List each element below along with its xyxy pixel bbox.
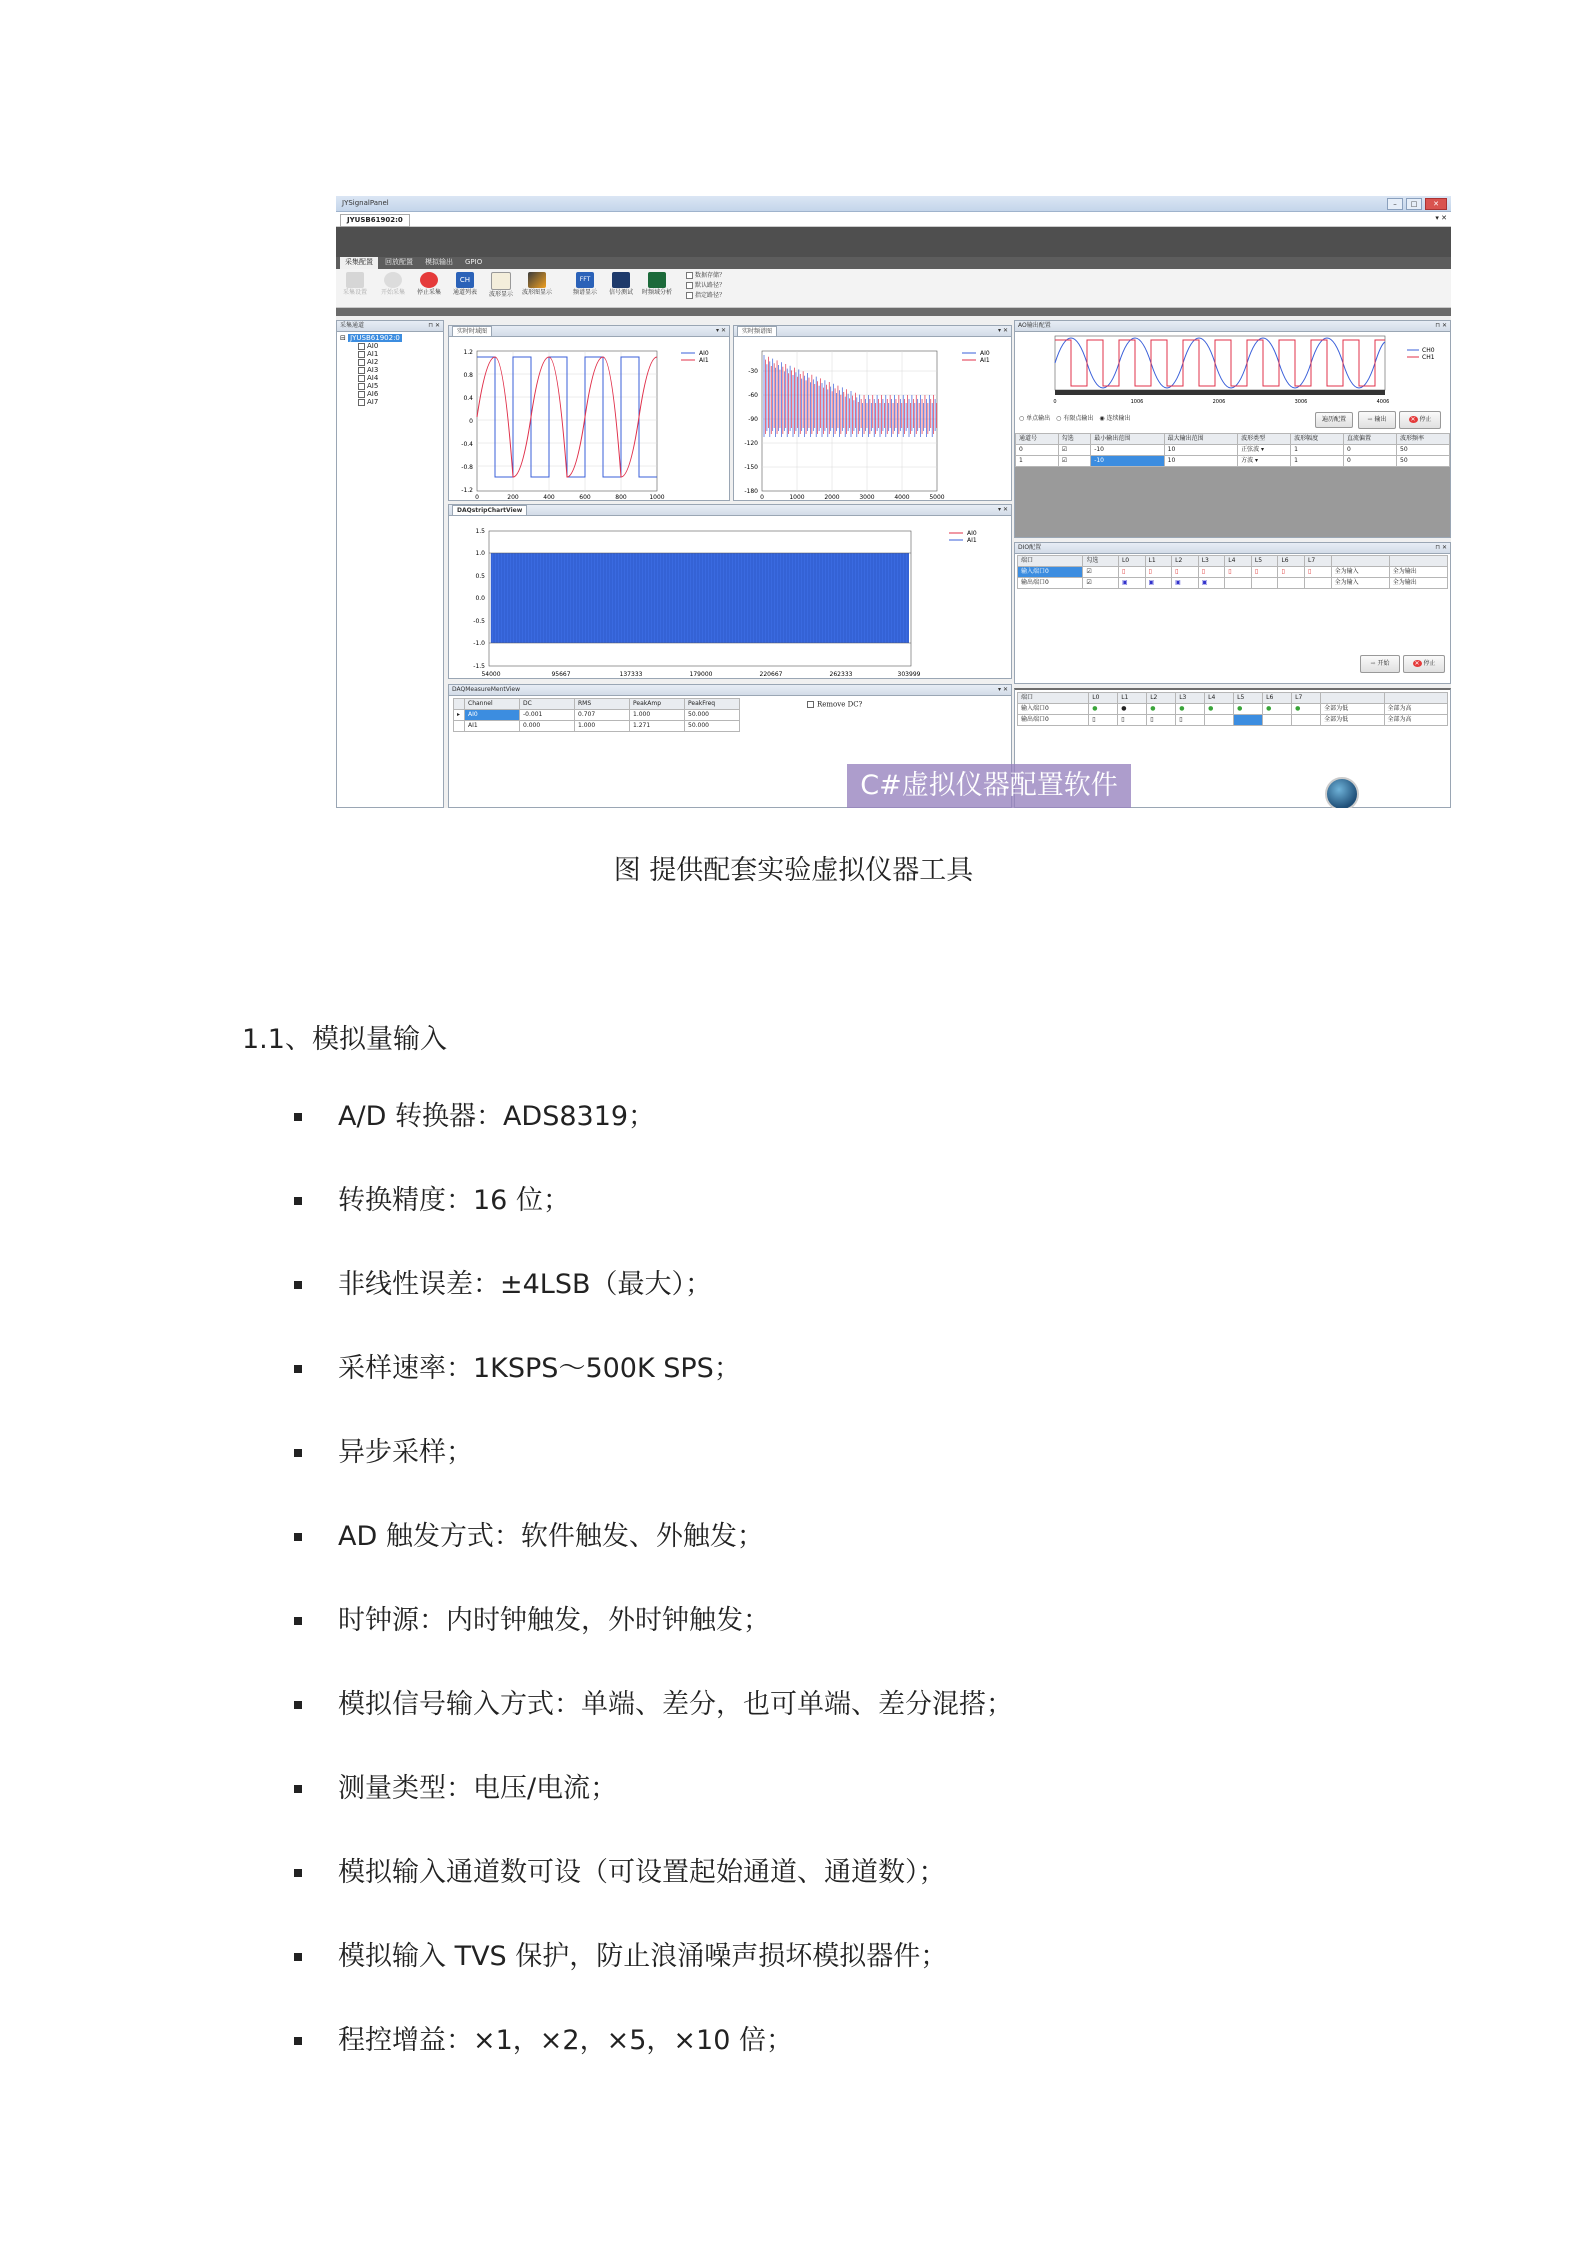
svg-text:AI1: AI1 [967, 537, 977, 544]
svg-text:1000: 1000 [649, 494, 665, 501]
remove-dc-checkbox[interactable]: Remove DC? [807, 701, 862, 709]
svg-text:0.8: 0.8 [463, 372, 473, 379]
table-row[interactable]: 输出端口0 ▯ ▯ ▯ ▯ 全部为低 全部为高 [1018, 715, 1448, 726]
strip-series-fill [491, 553, 909, 643]
ao-table-area [1015, 433, 1450, 537]
channel-tree [337, 332, 443, 408]
document-tab[interactable]: JYUSB61902:0 [340, 214, 410, 227]
svg-text:5000: 5000 [929, 494, 945, 501]
bullet-icon [294, 1785, 302, 1793]
bullet-icon [294, 1533, 302, 1541]
panel-title: DAQstripChartView [452, 505, 527, 515]
svg-text:0: 0 [475, 494, 479, 501]
document-tab-row [336, 212, 1451, 227]
ribbon-tabs [336, 257, 1451, 269]
dio-all-output-button[interactable]: 全为输出 [1389, 578, 1447, 589]
maximize-button[interactable]: □ [1406, 198, 1422, 210]
ao-output-button[interactable]: ➡ 输出 [1358, 411, 1396, 429]
svg-text:-180: -180 [744, 488, 758, 495]
waveform-select[interactable]: 方波 ▾ [1238, 456, 1291, 467]
svg-text:800: 800 [615, 494, 627, 501]
channel-icon: CH [456, 272, 474, 288]
list-item: 程控增益：×1，×2，×5，×10 倍； [286, 2020, 1013, 2104]
storage-options [686, 271, 725, 301]
panel-title: 采集通道 [340, 322, 365, 329]
svg-text:-60: -60 [748, 392, 758, 399]
close-window-button[interactable]: ✕ [1425, 198, 1447, 210]
ribbon-group-strip [336, 308, 1451, 316]
stop-acq-button[interactable]: 停止采集 [412, 272, 446, 296]
time-y-ticks [461, 349, 473, 494]
svg-text:4000: 4000 [894, 494, 910, 501]
bullet-icon [294, 1365, 302, 1373]
svg-text:-90: -90 [748, 416, 758, 423]
chart-icon [528, 272, 546, 288]
svg-text:220667: 220667 [759, 671, 783, 678]
svg-text:600: 600 [579, 494, 591, 501]
tree-item-ai6[interactable]: AI6 [340, 390, 440, 398]
ribbon-toolbar [336, 269, 1451, 308]
svg-text:-1.5: -1.5 [473, 663, 485, 670]
analysis-icon [648, 272, 666, 288]
strip-chart [449, 516, 1011, 679]
table-row[interactable]: 0 ☑ -10 10 正弦波 ▾ 1 0 50 [1016, 445, 1450, 456]
table-row[interactable]: 1 ☑ -10 10 方波 ▾ 1 0 50 [1016, 456, 1450, 467]
freq-x-ticks [760, 494, 945, 501]
svg-text:200: 200 [507, 494, 519, 501]
svg-text:303999: 303999 [897, 671, 921, 678]
stop-icon [420, 272, 438, 288]
dio-all-input-button[interactable]: 全为输入 [1331, 567, 1389, 578]
dio-all-high-button[interactable]: 全部为高 [1384, 704, 1447, 715]
dio-all-low-button[interactable]: 全部为低 [1321, 704, 1384, 715]
settings-icon [346, 272, 364, 288]
tab-gpio[interactable]: GPIO [465, 258, 483, 266]
custom-path-checkbox[interactable]: 指定路径？ [686, 291, 725, 301]
dio-start-button[interactable]: ➡ 开始 [1360, 655, 1400, 673]
panel-title: DIO配置 [1018, 544, 1042, 551]
ao-legend [1407, 347, 1435, 361]
freq-y-ticks [744, 368, 758, 495]
list-item: 测量类型：电压/电流； [286, 1768, 1013, 1852]
check-icon [384, 272, 402, 288]
tree-root[interactable]: ⊟ JYUSB61902:0 [340, 334, 400, 342]
panel-title: DAQMeasureMentView [452, 686, 520, 693]
table-row[interactable]: 输入端口0 ☑ ▯ ▯ ▯ ▯ ▯ ▯ ▯ ▯ 全为输入 全为输出 [1018, 567, 1448, 578]
svg-text:-0.4: -0.4 [461, 441, 473, 448]
table-row[interactable]: 输出端口0 ☑ ▣ ▣ ▣ ▣ 全为输入 全为输出 [1018, 578, 1448, 589]
svg-text:1006: 1006 [1130, 399, 1144, 405]
list-item: AD 触发方式：软件触发、外触发； [286, 1516, 1013, 1600]
output-mode-radios [1019, 416, 1131, 422]
section-title: 1.1、模拟量输入 [242, 1024, 447, 1055]
svg-text:95667: 95667 [551, 671, 571, 678]
ao-channel-table: 通道号 勾选 最小输出范围 最大输出范围 波形类型 波形幅度 直流偏置 波形频率 0 ☑ -10 10 正弦波 ▾ 1 0 50 1 ☑ -10 10 方波 ▾ 1 0 50 [1015, 433, 1450, 467]
list-item: A/D 转换器：ADS8319； [286, 1096, 1013, 1180]
svg-text:-30: -30 [748, 368, 758, 375]
bullet-icon [294, 1113, 302, 1121]
time-chart [449, 337, 729, 501]
signal-test-button[interactable]: 信号测试 [604, 272, 638, 296]
minimize-button[interactable]: – [1387, 198, 1403, 210]
waveform-icon [491, 272, 511, 290]
spec-list [286, 1096, 1013, 2104]
svg-text:0: 0 [760, 494, 764, 501]
time-chart-panel [448, 325, 730, 501]
svg-text:AI1: AI1 [699, 357, 709, 364]
figure-caption: 图 提供配套实验虚拟仪器工具 [613, 855, 974, 886]
svg-text:179000: 179000 [689, 671, 713, 678]
svg-text:1.2: 1.2 [463, 349, 473, 356]
spectrum-button[interactable]: FFT 频谱显示 [568, 272, 602, 296]
svg-text:AI0: AI0 [980, 350, 990, 357]
svg-text:2006: 2006 [1212, 399, 1226, 405]
svg-text:-0.5: -0.5 [473, 618, 485, 625]
time-legend [681, 350, 709, 364]
tab-playback[interactable]: 回放配置 [385, 258, 413, 266]
strip-y-ticks [473, 528, 485, 670]
dio-config-table: 端口 勾选 L0 L1 L2 L3 L4 L5 L6 L7 输入端口0 ☑ ▯ ▯ ▯ ▯ ▯ ▯ ▯ ▯ 全为输入 全为输出 输出端口0 ☑ ▣ ▣ ▣ ▣ 全为输入 全为输出 [1017, 555, 1448, 589]
bullet-icon [294, 2037, 302, 2045]
svg-text:0.5: 0.5 [475, 573, 485, 580]
svg-text:3000: 3000 [859, 494, 875, 501]
default-path-checkbox[interactable]: 默认路径？ [686, 281, 725, 291]
table-row[interactable]: AI1 0.000 1.000 1.271 50.000 [454, 721, 740, 732]
panel-title: 实时时域图 [452, 326, 492, 336]
data-store-checkbox[interactable]: 数据存储？ [686, 271, 725, 281]
svg-text:-1.2: -1.2 [461, 487, 473, 494]
svg-text:0: 0 [1053, 399, 1057, 405]
window-title: JYSignalPanel [342, 199, 389, 207]
list-item: 异步采样； [286, 1432, 1013, 1516]
bullet-icon [294, 1701, 302, 1709]
tree-item-ai0[interactable]: AI0 [340, 342, 440, 350]
list-item: 采样速率：1KSPS～500K SPS； [286, 1348, 1013, 1432]
list-item: 模拟输入 TVS 保护，防止浪涌噪声损坏模拟器件； [286, 1936, 1013, 2020]
tab-analog-output[interactable]: 模拟输出 [425, 258, 453, 266]
bullet-icon [294, 1449, 302, 1457]
dio-config-panel [1014, 542, 1451, 684]
panel-close-icon[interactable]: ⊓ ✕ [1435, 544, 1447, 551]
waveform-select[interactable]: 正弦波 ▾ [1238, 445, 1291, 456]
waveform-chart-button[interactable]: 波形图显示 [520, 272, 554, 296]
waveform-button[interactable]: 波形显示 [484, 272, 518, 298]
freq-chart [734, 337, 1011, 501]
freq-chart-panel [733, 325, 1012, 501]
svg-text:2000: 2000 [824, 494, 840, 501]
bullet-icon [294, 1953, 302, 1961]
svg-text:AI1: AI1 [980, 357, 990, 364]
tab-acquisition[interactable]: 采集配置 [340, 257, 378, 269]
panel-close-icon[interactable]: ▾ ✕ [998, 506, 1008, 513]
svg-text:AI0: AI0 [967, 530, 977, 537]
bullet-icon [294, 1197, 302, 1205]
time-freq-button[interactable]: 时频域分析 [640, 272, 674, 296]
globe-icon [1325, 777, 1359, 808]
bullet-icon [294, 1869, 302, 1877]
tree-item-ai3[interactable]: AI3 [340, 366, 440, 374]
svg-text:CH1: CH1 [1422, 354, 1435, 361]
list-item: 转换精度：16 位； [286, 1180, 1013, 1264]
svg-text:-1.0: -1.0 [473, 640, 485, 647]
svg-text:3006: 3006 [1294, 399, 1308, 405]
svg-text:-120: -120 [744, 440, 758, 447]
dio-all-low-button[interactable]: 全部为低 [1321, 715, 1384, 726]
acq-settings-button[interactable]: 采集设置 [338, 272, 372, 296]
svg-text:137333: 137333 [619, 671, 643, 678]
scope-icon [612, 272, 630, 288]
window-titlebar [336, 196, 1451, 212]
svg-text:262333: 262333 [829, 671, 853, 678]
bullet-icon [294, 1617, 302, 1625]
svg-text:1.0: 1.0 [475, 550, 485, 557]
doc-close-icon[interactable]: ▾ ✕ [1435, 214, 1447, 222]
panel-title: 实时频谱图 [737, 326, 777, 336]
svg-text:0: 0 [469, 418, 473, 425]
strip-x-ticks [481, 671, 920, 678]
pin-icon[interactable]: ⊓ ✕ [428, 322, 440, 329]
svg-text:0.4: 0.4 [463, 395, 473, 402]
list-item: 模拟信号输入方式：单端、差分，也可单端、差分混搭； [286, 1684, 1013, 1768]
measurement-table: Channel DC RMS PeakAmp PeakFreq ▸ AI0 -0.001 0.707 1.000 50.000 AI1 0.000 1.000 1.271 50.000 [453, 698, 740, 732]
table-row[interactable]: 输入端口0 ● ● ● ● ● ● ● ● 全部为低 全部为高 [1018, 704, 1448, 715]
freq-legend [962, 350, 990, 364]
tree-item-ai2[interactable]: AI2 [340, 358, 440, 366]
finite-output-radio[interactable]: ○ 有限点输出 [1056, 415, 1094, 422]
list-item: 时钟源：内时钟触发，外时钟触发； [286, 1600, 1013, 1684]
tree-item-ai4[interactable]: AI4 [340, 374, 440, 382]
svg-text:0.0: 0.0 [475, 595, 485, 602]
dio-all-output-button[interactable]: 全为输出 [1389, 567, 1447, 578]
channel-tree-panel [336, 320, 444, 808]
dio-all-input-button[interactable]: 全为输入 [1331, 578, 1389, 589]
dio-status-table: 端口 L0 L1 L2 L3 L4 L5 L6 L7 输入端口0 ● ● ● ● ● ● ● ● 全部为低 全部为高 输出端口0 ▯ ▯ ▯ ▯ 全部为低 全部为高 [1017, 692, 1448, 726]
continuous-output-radio[interactable]: ◉ 连续输出 [1099, 415, 1131, 422]
panel-title: AO输出配置 [1018, 322, 1051, 329]
watermark-label: C#虚拟仪器配置软件 [847, 764, 1131, 808]
time-x-ticks [475, 494, 665, 501]
apply-config-button[interactable]: 遍历配置 [1315, 412, 1353, 428]
single-output-radio[interactable]: ○ 单点输出 [1019, 415, 1051, 422]
svg-text:54000: 54000 [481, 671, 501, 678]
strip-legend [949, 530, 977, 544]
svg-text:400: 400 [543, 494, 555, 501]
svg-text:4006: 4006 [1376, 399, 1390, 405]
start-acq-button[interactable]: 开始采集 [376, 272, 410, 296]
header-bar [336, 227, 1451, 257]
panel-close-icon[interactable]: ⊓ ✕ [1435, 322, 1447, 329]
panel-close-icon[interactable]: ▾ ✕ [998, 327, 1008, 334]
dio-all-high-button[interactable]: 全部为高 [1384, 715, 1447, 726]
svg-text:CH0: CH0 [1422, 347, 1435, 354]
table-row[interactable]: ▸ AI0 -0.001 0.707 1.000 50.000 [454, 710, 740, 721]
ao-x-ticks [1053, 399, 1389, 405]
channel-list-button[interactable]: CH 通道列表 [448, 272, 482, 296]
fft-icon: FFT [576, 272, 594, 288]
tree-item-ai1[interactable]: AI1 [340, 350, 440, 358]
dio-stop-button[interactable]: ✕ 停止 [1403, 655, 1445, 673]
list-item: 非线性误差：±4LSB（最大）； [286, 1264, 1013, 1348]
ao-config-panel [1014, 320, 1451, 538]
bullet-icon [294, 1281, 302, 1289]
svg-text:-150: -150 [744, 464, 758, 471]
strip-chart-panel [448, 504, 1012, 679]
list-item: 模拟输入通道数可设（可设置起始通道、通道数）； [286, 1852, 1013, 1936]
svg-text:1.5: 1.5 [475, 528, 485, 535]
ao-preview-chart [1015, 332, 1450, 407]
panel-close-icon[interactable]: ▾ ✕ [716, 327, 726, 334]
ao-stop-button[interactable]: ✕ 停止 [1399, 411, 1441, 429]
tree-item-ai7[interactable]: AI7 [340, 398, 440, 406]
panel-close-icon[interactable]: ▾ ✕ [998, 686, 1008, 693]
svg-text:AI0: AI0 [699, 350, 709, 357]
tree-item-ai5[interactable]: AI5 [340, 382, 440, 390]
app-screenshot [336, 196, 1451, 808]
svg-text:-0.8: -0.8 [461, 464, 473, 471]
svg-text:1000: 1000 [789, 494, 805, 501]
